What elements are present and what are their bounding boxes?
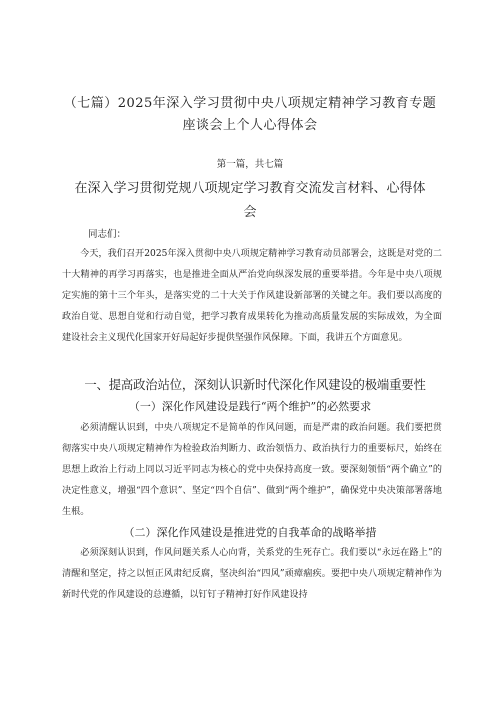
- section-heading-1: 一、提高政治站位，深刻认识新时代深化作风建设的极端重要性: [84, 377, 426, 392]
- main-title: 在深入学习贯彻党规八项规定学习教育交流发言材料、心得体会: [74, 181, 426, 220]
- document-title: （七篇）2025年深入学习贯彻中央八项规定精神学习教育专题座谈会上个人心得体会: [63, 96, 437, 133]
- intro-paragraph: 今天，我们召开2025年深入贯彻中央八项规定精神学习教育动员部署会，这既是对党的二十大精神的再学习再落实，也是推进全面从严治党向纵深发展的重要举措。今年是中央八项规定实施的第十三个年头，是落实党的二十大关于作风建设新部署的关键之年。我们要以高度的政治自觉、思想自觉和行动自觉，把学习教育成果转化为推动高质量发展的实际成效，为全面建设社会主义现代化国家开好局起好步提供坚强作风保障。下面，我讲五个方面意见。: [62, 249, 442, 343]
- subsection-heading-2: （二）深化作风建设是推进党的自我革命的战略举措: [123, 526, 377, 539]
- subsection-paragraph-2: 必须深刻认识到，作风问题关系人心向背，关系党的生死存亡。我们要以“永远在路上”的清醒和坚定，持之以恒正风肃纪反腐，坚决纠治“四风”顽瘴痼疾。要把中央八项规定精神作为新时代党的作风建设的总遵循，以钉钉子精神打好作风建设持: [62, 548, 442, 600]
- part-label: 第一篇，共七篇: [216, 159, 284, 170]
- subsection-paragraph-1: 必须清醒认识到，中央八项规定不是简单的作风问题，而是严肃的政治问题。我们要把贯彻落实中央八项规定精神作为检验政治判断力、政治领悟力、政治执行力的重要标尺，始终在思想上政治上行动上同以习近平同志为核心的党中央保持高度一致。要深刻领悟“两个确立”的决定性意义，增强“四个意识”、坚定“四个自信”、做到“两个维护”，确保党中央决策部署落地生根。: [62, 423, 442, 517]
- subsection-heading-1: （一）深化作风建设是践行“两个维护”的必然要求: [128, 400, 372, 413]
- salutation: 同志们：: [88, 229, 127, 240]
